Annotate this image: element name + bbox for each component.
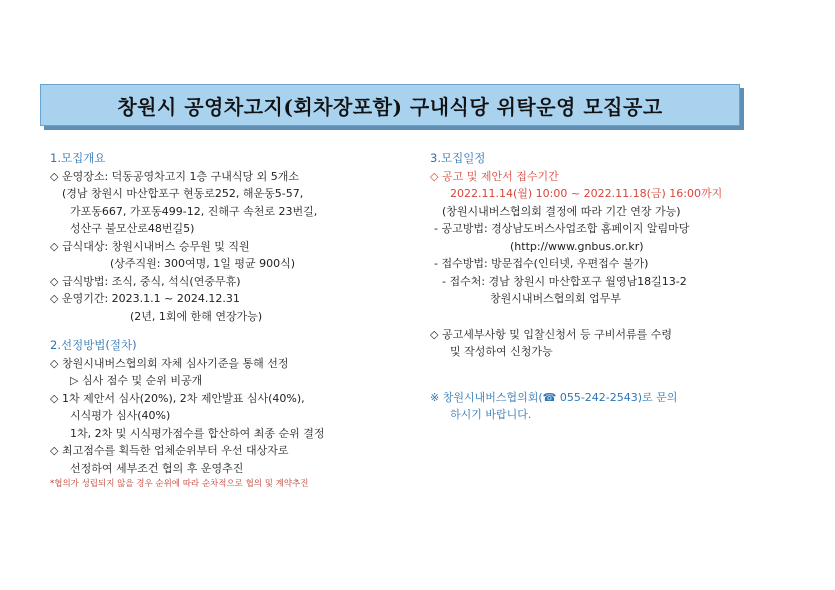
title-banner	[40, 84, 740, 126]
selection-line-2: ▷ 심사 점수 및 순위 비공개	[70, 374, 203, 387]
selection-line-4: 시식평가 심사(40%)	[70, 409, 171, 422]
schedule-extension-note: (창원시내버스협의회 결정에 따라 기간 연장 가능)	[442, 204, 681, 218]
receipt-place-line: - 접수처: 경남 창원시 마산합포구 월영남18길13-2	[442, 274, 687, 288]
documents-line-2: 및 작성하여 신청가능	[450, 345, 553, 358]
schedule-line-1: ◇ 공고 및 제안서 접수기간	[430, 169, 559, 183]
selection-line-5: 1차, 2차 및 시식평가점수를 합산하여 최종 순위 결정	[70, 426, 325, 440]
section-1-heading: 1.모집개요	[50, 151, 106, 165]
receipt-place-detail: 창원시내버스협의회 업무부	[490, 292, 622, 305]
address-line-3: 성산구 불모산로48번길5)	[70, 222, 195, 235]
section-3-heading: 3.모집일정	[430, 151, 486, 165]
notice-url-line: (http://www.gnbus.or.kr)	[510, 239, 644, 253]
selection-line-7: 선정하여 세부조건 협의 후 운영추진	[70, 461, 244, 475]
contact-line-2: 하시기 바랍니다.	[450, 408, 532, 421]
schedule-dates: 2022.11.14(월) 10:00 ~ 2022.11.18(금) 16:00까지	[450, 187, 723, 200]
receipt-method-line: - 접수방법: 방문접수(인터넷, 우편접수 불가)	[434, 257, 649, 270]
address-line-1: (경남 창원시 마산합포구 현동로252, 해운동5-57,	[62, 187, 304, 200]
location-line: ◇ 운영장소: 덕동공영차고지 1층 구내식당 외 5개소	[50, 169, 300, 183]
documents-line-1: ◇ 공고세부사항 및 입찰신청서 등 구비서류를 수령	[430, 327, 672, 341]
contact-line-1: ※ 창원시내버스협의회(☎ 055-242-2543)로 문의	[430, 390, 678, 404]
section-2-heading: 2.선정방법(절차)	[50, 338, 137, 352]
period-detail-line: (2년, 1회에 한해 연장가능)	[130, 309, 263, 323]
notice-method-line: - 공고방법: 경상남도버스사업조합 홈페이지 알림마당	[434, 222, 690, 235]
left-column	[50, 150, 395, 491]
target-line: ◇ 급식대상: 창원시내버스 승무원 및 직원	[50, 239, 250, 253]
page-title: 창원시 공영차고지(회차장포함) 구내식당 위탁운영 모집공고	[117, 94, 663, 119]
target-detail-line: (상주직원: 300여명, 1일 평균 900식)	[110, 257, 296, 270]
meal-method-line: ◇ 급식방법: 조식, 중식, 석식(연중무휴)	[50, 274, 241, 288]
right-column	[430, 150, 790, 424]
address-line-2: 가포동667, 가포동499-12, 진해구 속천로 23번길,	[70, 204, 318, 218]
selection-note: *협의가 성립되지 않을 경우 순위에 따라 순차적으로 협의 및 계약추진	[50, 479, 309, 489]
selection-line-3: ◇ 1차 제안서 심사(20%), 2차 제안발표 심사(40%),	[50, 391, 305, 405]
period-line: ◇ 운영기간: 2023.1.1 ~ 2024.12.31	[50, 292, 240, 305]
selection-line-6: ◇ 최고점수를 획득한 업체순위부터 우선 대상자로	[50, 444, 289, 457]
selection-line-1: ◇ 창원시내버스협의회 자체 심사기준을 통해 선정	[50, 356, 289, 370]
